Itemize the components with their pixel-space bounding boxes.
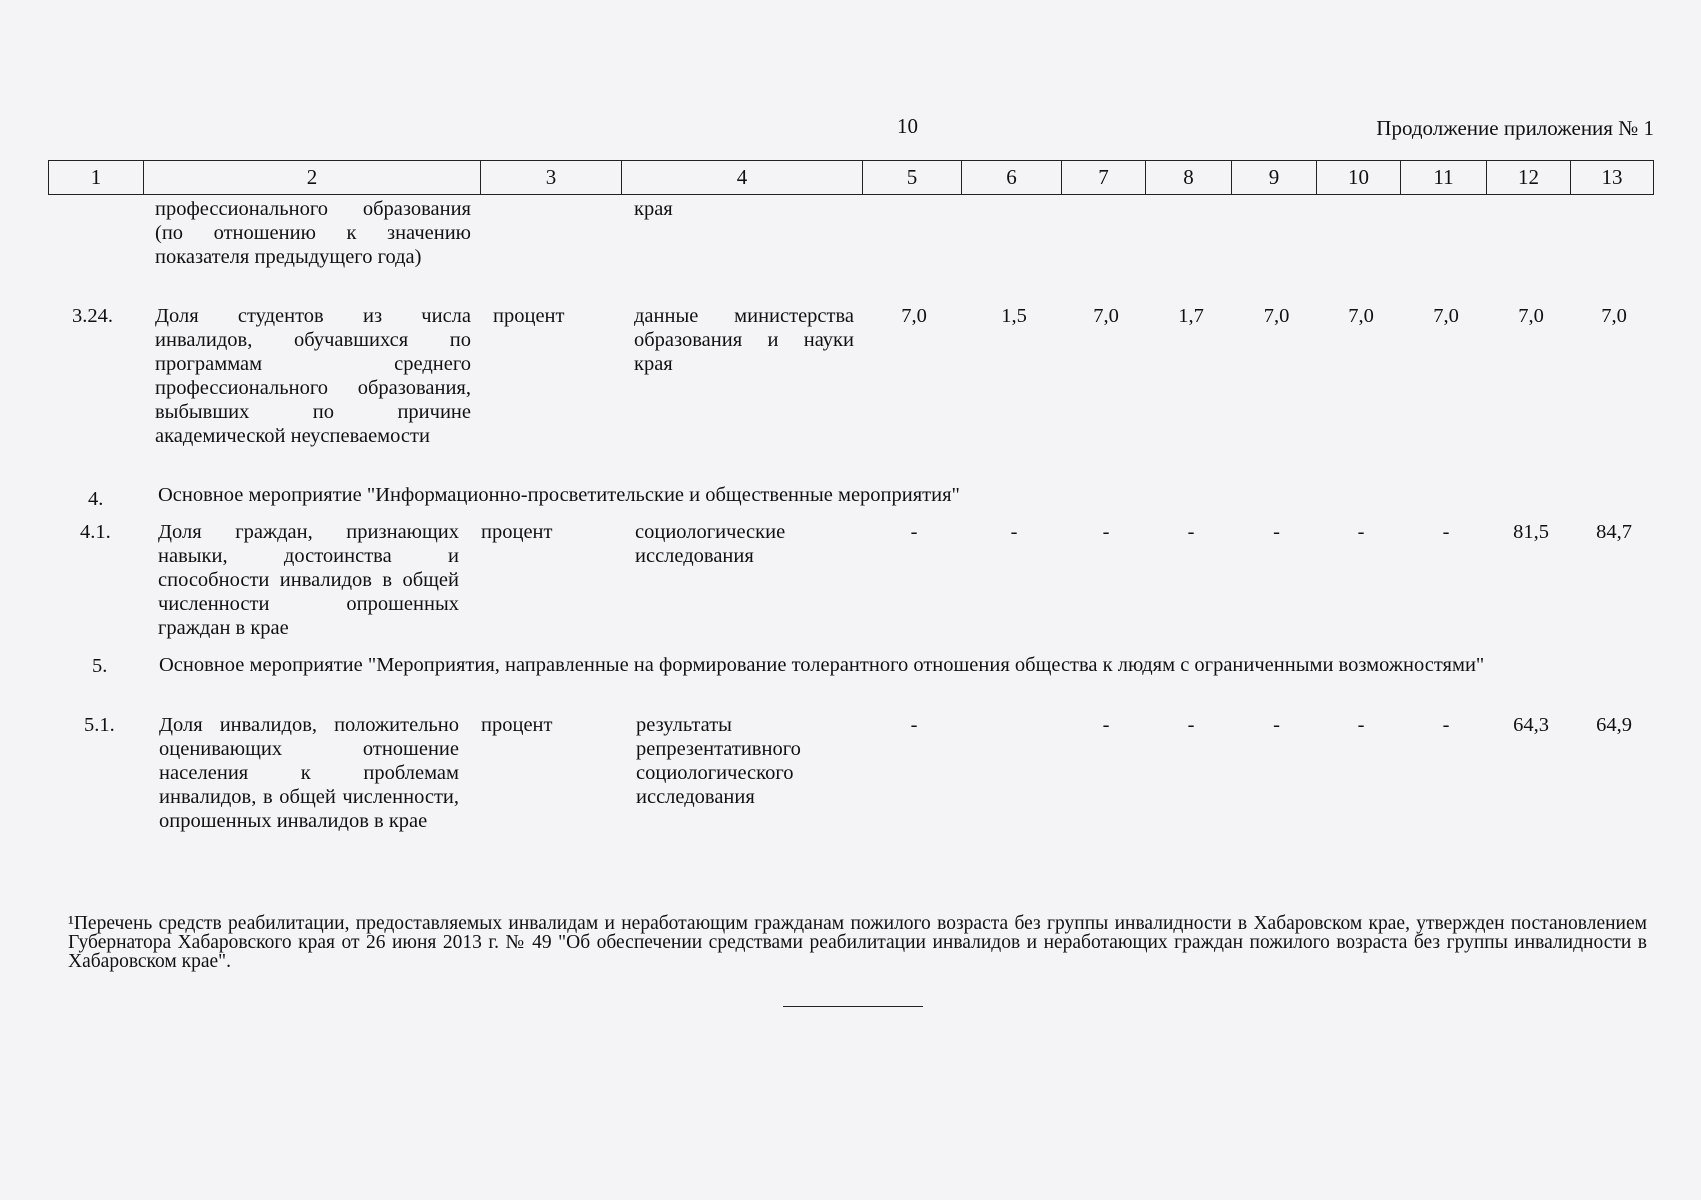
value-cell: 84,7 [1596, 521, 1632, 543]
row-number: 3.24. [72, 305, 113, 327]
column-header: 2 [144, 161, 481, 194]
column-header: 1 [49, 161, 144, 194]
value-cell: 64,9 [1596, 714, 1632, 736]
value-cell: - [910, 521, 918, 543]
unit: процент [481, 521, 553, 543]
value-cell: 1,5 [1001, 305, 1027, 327]
indicator-name: Доля граждан, признающих навыки, достоинства и способности инвалидов в общей численности опрошенных граждан в крае [158, 521, 459, 639]
value-cell: 7,0 [901, 305, 927, 327]
indicator-name: Доля студентов из числа инвалидов, обучавшихся по программам среднего профессионального образования, выбывших по причине академической неуспеваемости [155, 305, 471, 447]
column-header: 7 [1062, 161, 1146, 194]
column-header: 13 [1601, 165, 1623, 189]
data-source: результаты репрезентативного социологического исследования [636, 714, 801, 808]
footnote: ¹Перечень средств реабилитации, предоставляемых инвалидам и неработающим гражданам пожилого возраста без группы инвалидности в Хабаровском крае, утвержден постановлением Губернатора Хабаровского края от 26 июня 2013 г. № 49 "Об обеспечении средствами реабилитации инвалидов и неработающих граждан пожилого возраста без группы инвалидности в Хабаровском крае". [68, 913, 1647, 972]
table-header [48, 160, 1654, 195]
column-header: 4 [622, 161, 863, 194]
column-header: 10 [1317, 161, 1401, 194]
value-cell: 7,0 [1093, 305, 1119, 327]
data-source: края [634, 198, 673, 220]
value-cell: 7,0 [1601, 305, 1627, 327]
value-cell: 7,0 [1263, 305, 1290, 327]
page-number: 10 [897, 114, 918, 138]
data-source: данные министерства образования и науки края [634, 305, 854, 375]
value-cell: - [1442, 714, 1450, 736]
column-header: 5 [863, 161, 962, 194]
continuation-label: Продолжение приложения № 1 [1376, 116, 1654, 140]
section-title: Основное мероприятие "Информационно-просветительские и общественные мероприятия" [158, 484, 960, 506]
column-header: 12 [1487, 161, 1571, 194]
value-cell: - [1187, 714, 1195, 736]
value-cell: - [910, 714, 918, 736]
value-cell: - [1442, 521, 1450, 543]
value-cell: - [1187, 521, 1195, 543]
column-header: 9 [1232, 161, 1317, 194]
value-cell: - [1102, 521, 1110, 543]
value-cell: - [1102, 714, 1110, 736]
end-separator [783, 1006, 923, 1007]
column-header: 8 [1146, 161, 1232, 194]
value-cell: 7,0 [1348, 305, 1374, 327]
column-header: 11 [1401, 161, 1487, 194]
section-title: Основное мероприятие "Мероприятия, направленные на формирование толерантного отношения общества к людям с ограниченными возможностями" [159, 654, 1485, 676]
value-cell: 64,3 [1513, 714, 1549, 736]
value-cell: - [1010, 521, 1018, 543]
column-header: 3 [481, 161, 622, 194]
section-number: 4. [88, 488, 104, 510]
value-cell: - [1357, 521, 1365, 543]
value-cell: 7,0 [1433, 305, 1459, 327]
row-number: 4.1. [80, 521, 111, 543]
value-cell: - [1357, 714, 1365, 736]
section-number: 5. [92, 655, 108, 677]
row-number: 5.1. [84, 714, 115, 736]
value-cell: 1,7 [1178, 305, 1204, 327]
column-header: 6 [962, 161, 1062, 194]
value-cell: - [1273, 521, 1280, 543]
value-cell: 7,0 [1518, 305, 1544, 327]
value-cell: - [1273, 714, 1280, 736]
indicator-name: профессионального образования (по отношению к значению показателя предыдущего года) [155, 198, 471, 268]
unit: процент [493, 305, 565, 327]
value-cell: 81,5 [1513, 521, 1549, 543]
unit: процент [481, 714, 553, 736]
indicator-name: Доля инвалидов, положительно оценивающих отношение населения к проблемам инвалидов, в общей численности, опрошенных инвалидов в крае [159, 714, 459, 832]
data-source: социологические исследования [635, 521, 786, 567]
